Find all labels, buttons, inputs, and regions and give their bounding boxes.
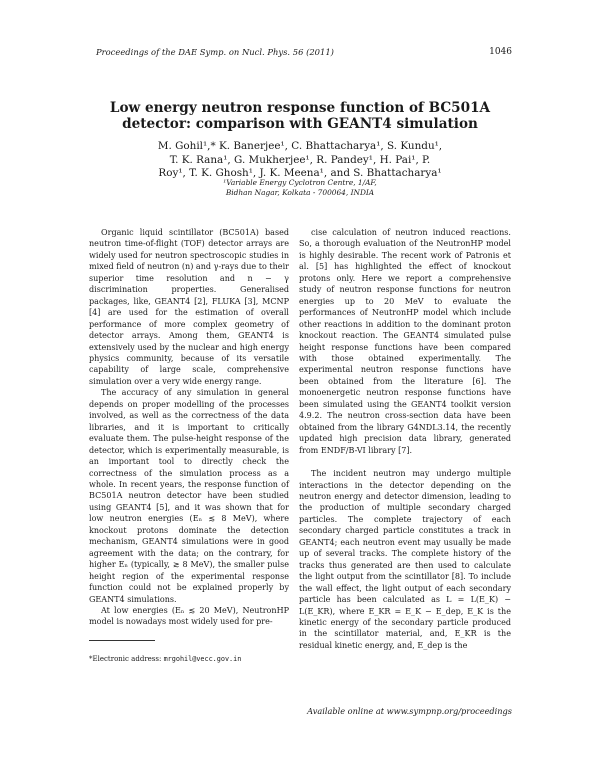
author-line-1: M. Gohil¹,* K. Banerjee¹, C. Bhattacharya¹, S. Kundu¹, bbox=[157, 140, 443, 152]
paragraph: The accuracy of any simulation in general depends on proper modelling of the processes involved, as well as the correctness of the data libraries, and it is important to critically evaluate them. The pulse-height response of the detector, which is experimentally measurable, is an important tool to directly check the correctness of the simulation process as a whole. In recent years, the response function of BC501A neutron detector have been studied using GEANT4 [5], and it was shown that for low neutron energies (Eₙ ≲ 8 MeV), where knockout protons dominate the detection mechanism, GEANT4 simulations were in good agreement with the data; on the contrary, for higher Eₙ (typically, ≳ 8 MeV), the smaller pulse height region of the experimental response function could not be explained properly by GEANT4 simulations. bbox=[89, 388, 289, 604]
right-column bbox=[299, 227, 511, 651]
affiliation-line-2: Bidhan Nagar, Kolkata - 700064, INDIA bbox=[225, 187, 375, 197]
author-list bbox=[100, 140, 500, 181]
author-line-3: Roy¹, T. K. Ghosh¹, J. K. Meena¹, and S. Bhattacharya¹ bbox=[158, 167, 442, 179]
page-number: 1046 bbox=[489, 47, 512, 57]
left-column bbox=[89, 227, 289, 628]
title-line-1: Low energy neutron response function of BC501A bbox=[109, 100, 491, 116]
footnote-divider bbox=[89, 640, 155, 641]
paragraph: cise calculation of neutron induced reactions. So, a thorough evaluation of the NeutronHP model is highly desirable. The recent work of Patronis et al. [5] has highlighted the effect of knockout protons only. Here we report a comprehensive study of neutron response functions for neutron energies up to 20 MeV to evaluate the performances of NeutronHP model which include other reactions in addition to the dominant proton knockout reaction. The GEANT4 simulated pulse height response functions have been compared with those obtained experimentally. The experimental neutron response functions have been obtained from the literature [6]. The monoenergetic neutron response functions have been simulated using the GEANT4 toolkit version 4.9.2. The neutron cross-section data have been obtained from the library G4NDL3.14, the recently updated high precision data library, generated from ENDF/B-VI library [7]. bbox=[299, 228, 511, 455]
email-link[interactable]: mrgohil@vecc.gov.in bbox=[163, 655, 242, 663]
paragraph: Organic liquid scintillator (BC501A) based neutron time-of-flight (TOF) detector arrays are widely used for neutron spectroscopic studies in mixed field of neutron (n) and γ-rays due to their superior time resolution and n − γ discrimination properties. Generalised packages, like, GEANT4 [2], FLUKA [3], MCNP [4] are used for the estimation of overall performance of more complex geometry of detector arrays. Among them, GEANT4 is extensively used by the nuclear and high energy physics community, because of its versatile capability of large scale, comprehensive simulation over a very wide energy range. bbox=[89, 228, 289, 386]
paper-title bbox=[80, 100, 520, 132]
title-line-2: detector: comparison with GEANT4 simulation bbox=[122, 116, 478, 132]
running-header bbox=[96, 47, 512, 57]
footnote-label: *Electronic address: bbox=[89, 655, 164, 663]
footnote bbox=[89, 655, 241, 663]
paragraph: At low energies (Eₙ ≲ 20 MeV), NeutronHP model is nowadays most widely used for pre- bbox=[89, 605, 289, 627]
affiliation bbox=[150, 178, 450, 197]
proceedings-citation: Proceedings of the DAE Symp. on Nucl. Phys. 56 (2011) bbox=[96, 47, 334, 57]
author-line-2: T. K. Rana¹, G. Mukherjee¹, R. Pandey¹, H. Pai¹, P. bbox=[169, 153, 431, 166]
page-footer: Available online at www.sympnp.org/proceedings bbox=[307, 706, 512, 716]
paragraph: The incident neutron may undergo multiple interactions in the detector depending on the neutron energy and detector dimension, leading to the production of multiple secondary charged particles. The complete trajectory of each secondary charged particle constitutes a track in GEANT4; each neutron event may usually be made up of several tracks. The complete history of the tracks thus generated are then used to calculate the light output from the scintillator [8]. To include the wall effect, the light output of each secondary particle has been calculated as L = L(E_K) − L(E_KR), where E_KR = E_K − E_dep, E_K is the kinetic energy of the secondary particle produced in the scintillator material, and, E_KR is the residual kinetic energy, and, E_dep is the bbox=[299, 469, 511, 650]
affiliation-line-1: ¹Variable Energy Cyclotron Centre, 1/AF, bbox=[223, 178, 377, 187]
